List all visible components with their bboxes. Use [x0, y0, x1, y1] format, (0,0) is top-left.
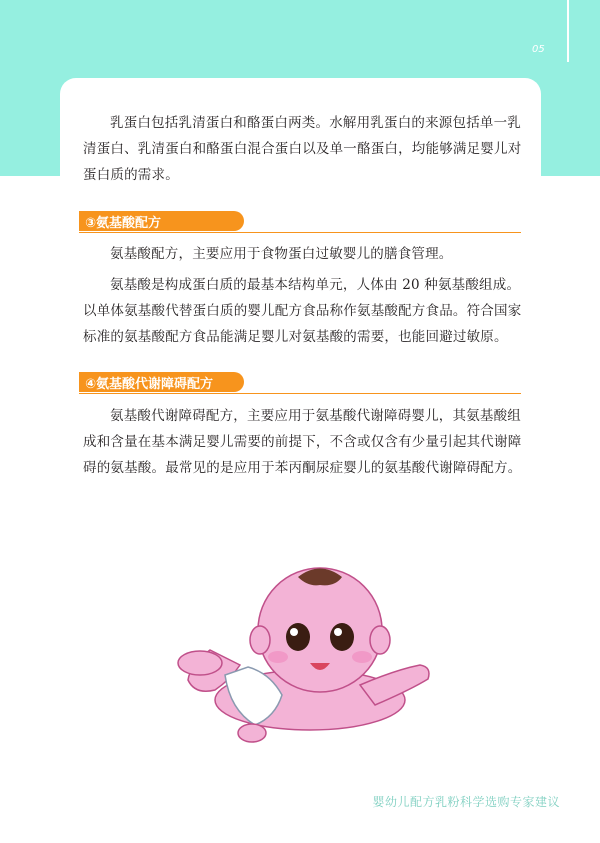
amino-acid-paragraph-2: 氨基酸是构成蛋白质的最基本结构单元，人体由 20 种氨基酸组成。以单体氨基酸代替蛋白质的婴儿配方食品称作氨基酸配方食品。符合国家标准的氨基酸配方食品能满足婴儿对氨基酸的需要，也能回避过敏原。 — [83, 277, 522, 345]
footer-book-title: 婴幼儿配方乳粉科学选购专家建议 — [372, 795, 560, 809]
section-heading-rule — [79, 393, 521, 394]
intro-paragraph: 乳蛋白包括乳清蛋白和酪蛋白两类。水解用乳蛋白的来源包括单一乳清蛋白、乳清蛋白和酪蛋白混合蛋白以及单一酪蛋白，均能够满足婴儿对蛋白质的需求。 — [83, 115, 522, 183]
page-divider-line — [567, 0, 569, 62]
section-heading-title: ④氨基酸代谢障碍配方 — [85, 377, 214, 392]
page-number: 05 — [532, 44, 545, 55]
crawling-baby-icon — [178, 568, 429, 742]
section-heading-title: ③氨基酸配方 — [85, 216, 162, 231]
crawling-baby-illustration — [170, 555, 440, 745]
amino-acid-paragraph-1: 氨基酸配方，主要应用于食物蛋白过敏婴儿的膳食管理。 — [110, 246, 453, 262]
section-heading-metabolic-disorder — [79, 372, 521, 394]
section-heading-amino-acid — [79, 211, 521, 233]
section-heading-rule — [79, 232, 521, 233]
metabolic-disorder-paragraph: 氨基酸代谢障碍配方，主要应用于氨基酸代谢障碍婴儿，其氨基酸组成和含量在基本满足婴儿需要的前提下，不含或仅含有少量引起其代谢障碍的氨基酸。最常见的是应用于苯丙酮尿症婴儿的氨基酸代谢障碍配方。 — [83, 408, 522, 476]
